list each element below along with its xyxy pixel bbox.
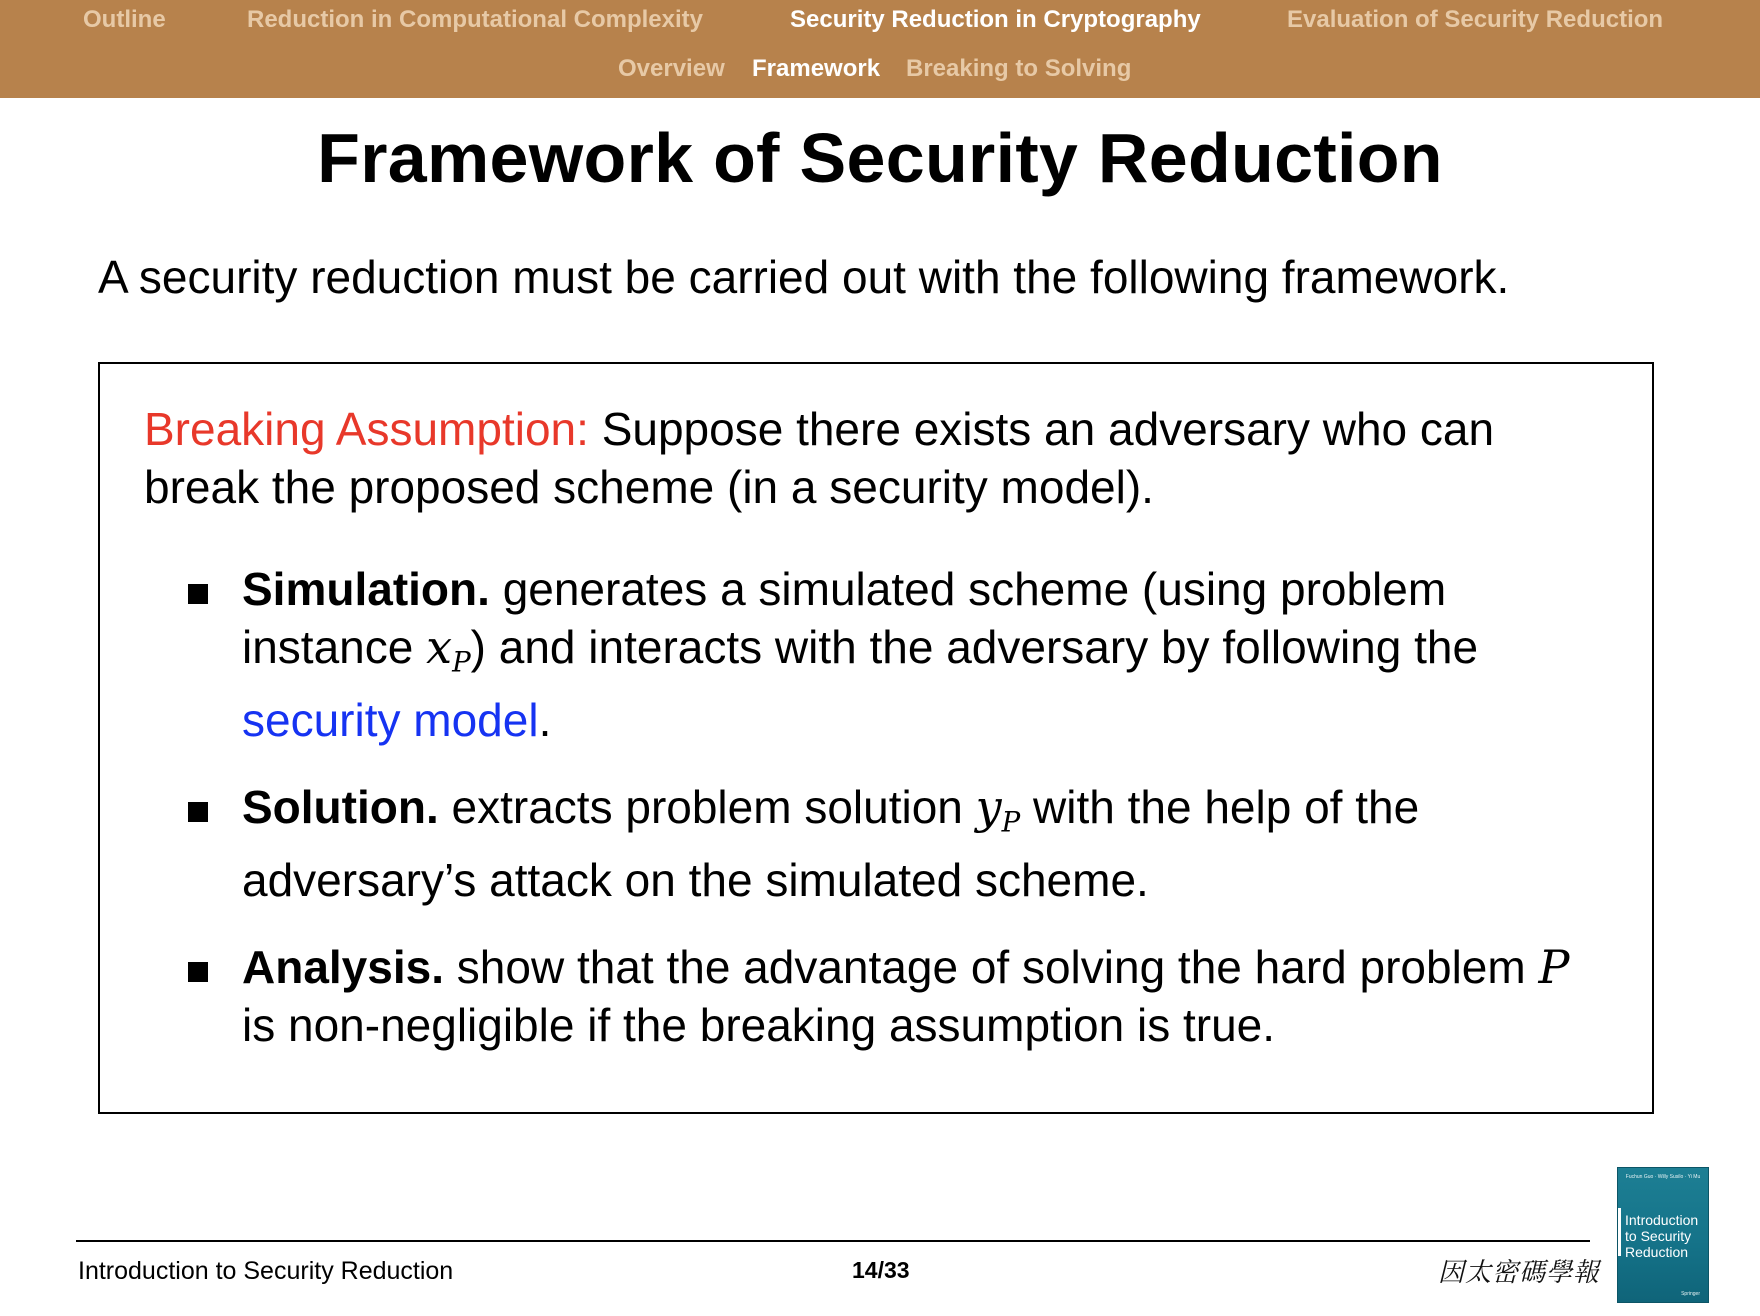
- breaking-assumption-label: Breaking Assumption:: [144, 403, 589, 455]
- breaking-assumption: [144, 400, 1594, 516]
- nav-section-evaluation[interactable]: Evaluation of Security Reduction: [1287, 6, 1664, 33]
- book-authors: Fuchun Guo · Willy Susilo · Yi Mu: [1625, 1174, 1701, 1180]
- book-cover-image: [1618, 1168, 1708, 1302]
- calligraphy-logo: 因太密碼學報: [1438, 1258, 1601, 1288]
- list-item-analysis: [188, 938, 1608, 1054]
- breaking-assumption-text: Suppose there exists an adversary who can break the proposed scheme (in a security model).: [144, 403, 1495, 513]
- nav-section-security-reduction-crypto[interactable]: Security Reduction in Cryptography: [790, 6, 1201, 33]
- item-label: Analysis.: [242, 941, 444, 993]
- item-text: with the help of the adversary’s attack on the simulated scheme.: [242, 781, 1420, 907]
- item-label: Solution.: [242, 781, 439, 833]
- math-symbol: P: [1538, 940, 1570, 994]
- nav-section-outline[interactable]: Outline: [83, 6, 166, 33]
- item-text: generates a simulated scheme (using problem instance: [242, 563, 1447, 673]
- security-model-link[interactable]: security model: [242, 694, 539, 747]
- footer-divider: [76, 1240, 1590, 1242]
- list-item-solution: [188, 778, 1608, 909]
- square-bullet-icon: [188, 962, 208, 982]
- item-text: show that the advantage of solving the hard problem: [456, 941, 1526, 993]
- page-number: 14/33: [852, 1257, 910, 1283]
- list-item-simulation: [188, 560, 1608, 749]
- square-bullet-icon: [188, 584, 208, 604]
- item-text: .: [538, 694, 552, 747]
- slide-title: Framework of Security Reduction: [317, 119, 1443, 197]
- math-symbol: $y_P$: [975, 780, 1021, 839]
- item-label: Simulation.: [242, 563, 490, 615]
- section-navbar: [0, 0, 1760, 98]
- nav-section-reduction-complexity[interactable]: Reduction in Computational Complexity: [247, 6, 704, 33]
- math-symbol: $x_P$: [426, 620, 471, 679]
- square-bullet-icon: [188, 802, 208, 822]
- framework-box: [98, 362, 1654, 1114]
- book-publisher: Springer: [1681, 1291, 1700, 1297]
- nav-subsection-framework[interactable]: Framework: [752, 55, 881, 82]
- nav-subsection-overview[interactable]: Overview: [618, 55, 725, 82]
- book-stripe: [1618, 1208, 1621, 1256]
- footer-title: Introduction to Security Reduction: [78, 1257, 454, 1285]
- nav-subsection-breaking-to-solving[interactable]: Breaking to Solving: [906, 55, 1132, 82]
- intro-text: A security reduction must be carried out with the following framework.: [98, 251, 1510, 303]
- item-text: ) and interacts with the adversary by following the: [470, 621, 1479, 673]
- book-title: Introduction to Security Reduction: [1625, 1212, 1699, 1260]
- item-text: is non-negligible if the breaking assumption is true.: [242, 999, 1276, 1051]
- item-text: extracts problem solution: [451, 781, 963, 833]
